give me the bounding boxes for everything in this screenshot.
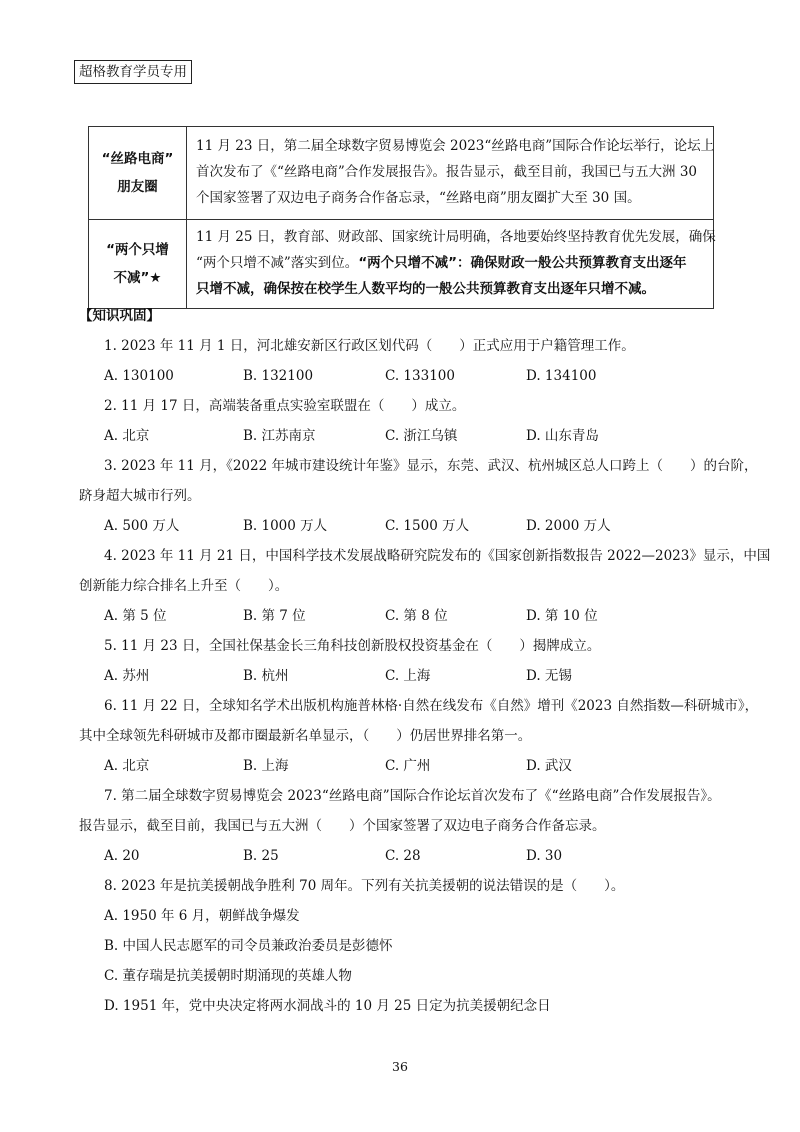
answer-option: A. 第 5 位 bbox=[104, 608, 167, 624]
news-topic-label-line: 不减”★ bbox=[113, 270, 162, 286]
answer-option: B. 1000 万人 bbox=[243, 518, 328, 534]
news-content bbox=[187, 127, 714, 220]
question-stem: 7. 第二届全球数字贸易博览会 2023“丝路电商”国际合作论坛首次发布了《“丝路电商”合作发展报告》。 bbox=[104, 788, 721, 804]
news-text: 个国家签署了双边电子商务合作备忘录，“丝路电商”朋友圈扩大至 30 国。 bbox=[196, 190, 641, 206]
news-content-line bbox=[196, 133, 715, 159]
news-content-line bbox=[196, 224, 716, 250]
news-table-row bbox=[89, 220, 714, 309]
news-text: 11 月 23 日，第二届全球数字贸易博览会 2023“丝路电商”国际合作论坛举行，论坛上 bbox=[196, 138, 715, 154]
news-text: 11 月 25 日，教育部、财政部、国家统计局明确，各地要始终坚持教育优先发展，确保 bbox=[196, 229, 716, 245]
news-emphasis-text: 只增不减，确保按在校学生人数平均的一般公共预算教育支出逐年只增不减。 bbox=[196, 281, 655, 297]
news-text: 首次发布了《“丝路电商”合作发展报告》。报告显示，截至目前，我国已与五大洲 30 bbox=[196, 164, 698, 180]
news-topic-label bbox=[89, 127, 187, 220]
answer-option: A. 500 万人 bbox=[104, 518, 180, 534]
news-content bbox=[187, 220, 714, 309]
question-stem: 2. 11 月 17 日，高端装备重点实验室联盟在（ ）成立。 bbox=[104, 398, 466, 414]
question-stem: 6. 11 月 22 日，全球知名学术出版机构施普林格·自然在线发布《自然》增刊《2023 自然指数—科研城市》， bbox=[104, 698, 759, 714]
answer-option: C. 广州 bbox=[385, 758, 431, 774]
question-stem-continued: 其中全球领先科研城市及都市圈最新名单显示，（ ）仍居世界排名第一。 bbox=[79, 728, 532, 744]
question-stem-continued: 创新能力综合排名上升至（ ）。 bbox=[79, 578, 289, 594]
news-table bbox=[88, 126, 714, 309]
answer-option: D. 无锡 bbox=[526, 668, 572, 684]
news-text: “两个只增不减”落实到位。 bbox=[196, 255, 359, 271]
question-stem: 4. 2023 年 11 月 21 日，中国科学技术发展战略研究院发布的《国家创新指数报告 2022—2023》显示，中国 bbox=[104, 548, 771, 564]
header-label: 超格教育学员专用 bbox=[74, 60, 192, 84]
answer-option: C. 董存瑞是抗美援朝时期涌现的英雄人物 bbox=[104, 968, 352, 984]
news-topic-label-line: “丝路电商” bbox=[101, 151, 174, 167]
answer-option: A. 1950 年 6 月，朝鲜战争爆发 bbox=[104, 908, 300, 924]
answer-option: B. 江苏南京 bbox=[243, 428, 316, 444]
news-table-row bbox=[89, 127, 714, 220]
answer-option: A. 苏州 bbox=[104, 668, 150, 684]
question-stem: 1. 2023 年 11 月 1 日，河北雄安新区行政区划代码（ ）正式应用于户籍管理工作。 bbox=[104, 338, 635, 354]
answer-option: D. 第 10 位 bbox=[526, 608, 598, 624]
answer-option: D. 134100 bbox=[526, 368, 597, 384]
answer-option: A. 北京 bbox=[104, 428, 150, 444]
news-content-line bbox=[196, 250, 705, 276]
answer-option: C. 28 bbox=[385, 848, 421, 864]
answer-option: C. 133100 bbox=[385, 368, 455, 384]
answer-option: B. 第 7 位 bbox=[243, 608, 306, 624]
question-stem: 5. 11 月 23 日，全国社保基金长三角科技创新股权投资基金在（ ）揭牌成立。 bbox=[104, 638, 601, 654]
answer-option: A. 130100 bbox=[104, 368, 174, 384]
answer-option: A. 20 bbox=[104, 848, 140, 864]
answer-option: D. 30 bbox=[526, 848, 563, 864]
news-content-line bbox=[196, 159, 705, 185]
answer-option: B. 25 bbox=[243, 848, 279, 864]
answer-option: D. 武汉 bbox=[526, 758, 572, 774]
page-number: 36 bbox=[392, 1059, 408, 1074]
answer-option: A. 北京 bbox=[104, 758, 150, 774]
answer-option: D. 2000 万人 bbox=[526, 518, 611, 534]
answer-option: C. 浙江乌镇 bbox=[385, 428, 458, 444]
section-title: 【知识巩固】 bbox=[79, 308, 160, 324]
question-stem-continued: 报告显示，截至目前，我国已与五大洲（ ）个国家签署了双边电子商务合作备忘录。 bbox=[79, 818, 606, 834]
answer-option: B. 132100 bbox=[243, 368, 314, 384]
news-content-line bbox=[196, 276, 705, 302]
news-topic-label bbox=[89, 220, 187, 309]
answer-option: C. 1500 万人 bbox=[385, 518, 470, 534]
question-stem: 3. 2023 年 11 月，《2022 年城市建设统计年鉴》显示，东莞、武汉、杭州城区总人口跨上（ ）的台阶， bbox=[104, 458, 758, 474]
question-stem: 8. 2023 年是抗美援朝战争胜利 70 周年。下列有关抗美援朝的说法错误的是（ ）。 bbox=[104, 878, 625, 894]
news-topic-label-line: 朋友圈 bbox=[117, 179, 158, 195]
answer-option: B. 中国人民志愿军的司令员兼政治委员是彭德怀 bbox=[104, 938, 393, 954]
answer-option: D. 1951 年，党中央决定将两水洞战斗的 10 月 25 日定为抗美援朝纪念日 bbox=[104, 998, 551, 1014]
news-content-line bbox=[196, 185, 705, 211]
answer-option: C. 第 8 位 bbox=[385, 608, 448, 624]
answer-option: C. 上海 bbox=[385, 668, 431, 684]
news-topic-label-line: “两个只增 bbox=[106, 242, 169, 258]
news-emphasis-text: “两个只增不减”：确保财政一般公共预算教育支出逐年 bbox=[358, 255, 687, 271]
answer-option: D. 山东青岛 bbox=[526, 428, 599, 444]
question-stem-continued: 跻身超大城市行列。 bbox=[79, 488, 201, 504]
answer-option: B. 上海 bbox=[243, 758, 289, 774]
answer-option: B. 杭州 bbox=[243, 668, 289, 684]
